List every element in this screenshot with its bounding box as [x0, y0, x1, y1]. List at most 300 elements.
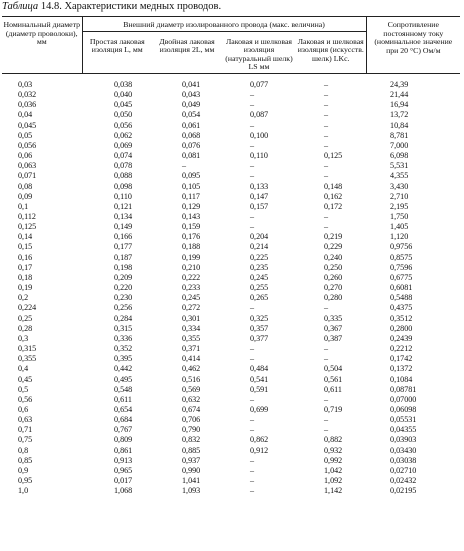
cell-lacquer-artificial-silk: 0,229 — [324, 242, 343, 252]
cell-resistance: 21,44 — [390, 90, 409, 100]
cell-single-lacquer: 0,336 — [114, 333, 133, 343]
cell-resistance: 0,2212 — [390, 344, 413, 354]
cell-lacquer-artificial-silk: – — [324, 110, 329, 120]
cell-single-lacquer: 0,352 — [114, 344, 133, 354]
cell-resistance: 1,750 — [390, 212, 409, 221]
cell-resistance: 0,1742 — [390, 354, 413, 364]
cell-single-lacquer: 0,121 — [114, 201, 133, 211]
cell-lacquer-artificial-silk: 0,611 — [324, 384, 342, 394]
table-row — [2, 456, 460, 466]
cell-single-lacquer: 0,187 — [114, 252, 133, 262]
cell-resistance: 0,02195 — [390, 486, 417, 496]
cell-lacquer-natural-silk: 0,255 — [250, 283, 269, 293]
cell-single-lacquer: 0,056 — [114, 120, 133, 130]
table-row — [2, 202, 460, 212]
cell-double-lacquer: 0,076 — [182, 140, 201, 150]
cell-double-lacquer: 0,105 — [182, 181, 201, 191]
cell-nominal-diameter: 0,75 — [18, 435, 33, 445]
cell-single-lacquer: 1,068 — [114, 486, 133, 496]
cell-double-lacquer: 0,706 — [182, 415, 201, 425]
cell-resistance: 3,430 — [390, 181, 409, 191]
cell-lacquer-natural-silk: 0,265 — [250, 293, 269, 303]
cell-lacquer-artificial-silk: 0,219 — [324, 232, 343, 242]
cell-resistance: 0,03903 — [390, 435, 417, 445]
cell-nominal-diameter: 0,19 — [18, 283, 33, 293]
table-row — [2, 314, 460, 324]
cell-double-lacquer: 0,222 — [182, 272, 201, 282]
cell-resistance: 2,195 — [390, 201, 409, 211]
table-row — [2, 121, 460, 131]
cell-nominal-diameter: 0,16 — [18, 252, 33, 262]
cell-double-lacquer: 0,371 — [182, 344, 201, 354]
cell-resistance: 0,2439 — [390, 333, 413, 343]
cell-nominal-diameter: 0,2 — [18, 293, 29, 303]
cell-single-lacquer: 0,495 — [114, 374, 133, 384]
header-outer-diameter-group: Внешний диаметр изолированного провода (макс. величина) — [82, 17, 366, 32]
cell-lacquer-natural-silk: 0,912 — [250, 445, 269, 455]
cell-lacquer-artificial-silk: – — [324, 354, 329, 364]
cell-double-lacquer: 0,790 — [182, 425, 201, 435]
cell-resistance: 24,39 — [390, 79, 409, 89]
cell-resistance: 0,02710 — [390, 465, 417, 475]
table-row — [2, 375, 460, 385]
cell-single-lacquer: 0,395 — [114, 354, 133, 364]
cell-lacquer-artificial-silk: – — [324, 79, 329, 89]
cell-lacquer-artificial-silk: – — [324, 394, 329, 404]
cell-nominal-diameter: 0,355 — [18, 354, 37, 364]
table-row — [2, 385, 460, 395]
cell-double-lacquer: 0,068 — [182, 130, 201, 140]
cell-single-lacquer: 0,965 — [114, 465, 133, 475]
table-row — [2, 293, 460, 303]
cell-nominal-diameter: 0,45 — [18, 374, 33, 384]
cell-nominal-diameter: 0,3 — [18, 333, 29, 343]
cell-lacquer-natural-silk: 0,110 — [250, 151, 268, 161]
cell-single-lacquer: 0,038 — [114, 79, 133, 89]
cell-nominal-diameter: 1,0 — [18, 486, 29, 496]
cell-single-lacquer: 0,220 — [114, 283, 133, 293]
cell-lacquer-artificial-silk: 0,260 — [324, 272, 343, 282]
cell-resistance: 6,098 — [390, 151, 409, 161]
cell-single-lacquer: 0,149 — [114, 222, 133, 232]
table-row — [2, 415, 460, 425]
cell-nominal-diameter: 0,036 — [18, 100, 37, 110]
cell-nominal-diameter: 0,71 — [18, 425, 33, 435]
cell-lacquer-artificial-silk: 0,280 — [324, 293, 343, 303]
cell-nominal-diameter: 0,063 — [18, 161, 37, 171]
cell-lacquer-natural-silk: – — [250, 100, 255, 110]
cell-lacquer-natural-silk: 0,204 — [250, 232, 269, 242]
cell-resistance: 0,4375 — [390, 303, 413, 313]
cell-lacquer-natural-silk: 0,235 — [250, 262, 269, 272]
cell-lacquer-artificial-silk: 0,882 — [324, 435, 343, 445]
cell-lacquer-natural-silk: 0,100 — [250, 130, 269, 140]
cell-double-lacquer: 0,188 — [182, 242, 201, 252]
cell-resistance: 0,04355 — [390, 425, 417, 435]
table-row — [2, 73, 460, 90]
cell-nominal-diameter: 0,14 — [18, 232, 33, 242]
cell-lacquer-artificial-silk: – — [324, 212, 329, 221]
table-body — [2, 73, 460, 496]
cell-lacquer-natural-silk: 0,699 — [250, 404, 269, 414]
cell-lacquer-natural-silk: – — [250, 476, 255, 486]
cell-lacquer-artificial-silk: – — [324, 100, 329, 110]
cell-double-lacquer: 0,081 — [182, 151, 201, 161]
cell-lacquer-natural-silk: – — [250, 394, 255, 404]
table-caption — [2, 0, 221, 14]
cell-lacquer-natural-silk: – — [250, 465, 255, 475]
table-row — [2, 435, 460, 445]
cell-resistance: 7,000 — [390, 140, 409, 150]
cell-double-lacquer: 0,301 — [182, 313, 201, 323]
cell-lacquer-artificial-silk: – — [324, 303, 329, 313]
cell-lacquer-artificial-silk: – — [324, 425, 329, 435]
cell-lacquer-natural-silk: – — [250, 171, 255, 181]
cell-lacquer-artificial-silk: 0,367 — [324, 323, 343, 333]
cell-resistance: 2,710 — [390, 191, 409, 201]
cell-single-lacquer: 0,098 — [114, 181, 133, 191]
table-row — [2, 263, 460, 273]
cell-resistance: 0,07000 — [390, 394, 417, 404]
cell-resistance: 0,1372 — [390, 364, 413, 374]
cell-nominal-diameter: 0,1 — [18, 201, 29, 211]
cell-nominal-diameter: 0,045 — [18, 120, 37, 130]
cell-nominal-diameter: 0,08 — [18, 181, 33, 191]
cell-nominal-diameter: 0,315 — [18, 344, 37, 354]
table-row — [2, 273, 460, 283]
cell-nominal-diameter: 0,071 — [18, 171, 37, 181]
cell-double-lacquer: 0,414 — [182, 354, 201, 364]
cell-double-lacquer: 0,159 — [182, 222, 201, 232]
cell-nominal-diameter: 0,17 — [18, 262, 33, 272]
header-lacquer-natural-silk: Лаковая и шелковая изоляция (натуральный шелк) LS мм — [222, 31, 296, 73]
cell-single-lacquer: 0,134 — [114, 212, 133, 221]
table-row — [2, 212, 460, 222]
table-row — [2, 344, 460, 354]
cell-double-lacquer: 0,569 — [182, 384, 201, 394]
cell-resistance: 0,3512 — [390, 313, 413, 323]
cell-resistance: 0,1084 — [390, 374, 413, 384]
cell-resistance: 0,08781 — [390, 384, 417, 394]
cell-lacquer-natural-silk: – — [250, 303, 255, 313]
cell-lacquer-natural-silk: – — [250, 354, 255, 364]
table-row — [2, 182, 460, 192]
cell-nominal-diameter: 0,63 — [18, 415, 33, 425]
cell-lacquer-natural-silk: 0,087 — [250, 110, 269, 120]
cell-lacquer-natural-silk: 0,214 — [250, 242, 269, 252]
cell-double-lacquer: 0,176 — [182, 232, 201, 242]
cell-lacquer-natural-silk: – — [250, 455, 255, 465]
cell-lacquer-artificial-silk: – — [324, 415, 329, 425]
cell-single-lacquer: 0,110 — [114, 191, 132, 201]
cell-double-lacquer: 0,117 — [182, 191, 200, 201]
cell-nominal-diameter: 0,056 — [18, 140, 37, 150]
cell-lacquer-artificial-silk: – — [324, 222, 329, 232]
cell-lacquer-natural-silk: – — [250, 425, 255, 435]
cell-single-lacquer: 0,611 — [114, 394, 132, 404]
cell-lacquer-natural-silk: – — [250, 486, 255, 496]
cell-lacquer-natural-silk: 0,862 — [250, 435, 269, 445]
table-row — [2, 90, 460, 100]
table-row — [2, 151, 460, 161]
cell-double-lacquer: 0,937 — [182, 455, 201, 465]
cell-double-lacquer: 0,632 — [182, 394, 201, 404]
table-row — [2, 303, 460, 313]
cell-nominal-diameter: 0,112 — [18, 212, 36, 221]
cell-single-lacquer: 0,284 — [114, 313, 133, 323]
cell-nominal-diameter: 0,09 — [18, 191, 33, 201]
cell-lacquer-artificial-silk: – — [324, 171, 329, 181]
cell-single-lacquer: 0,767 — [114, 425, 133, 435]
header-double-lacquer: Двойная лаковая изоляция 2L, мм — [152, 31, 222, 73]
cell-lacquer-natural-silk: 0,325 — [250, 313, 269, 323]
header-nominal-diameter: Номинальный диаметр (диаметр проволоки), мм — [2, 17, 82, 74]
cell-nominal-diameter: 0,04 — [18, 110, 33, 120]
cell-lacquer-natural-silk: – — [250, 140, 255, 150]
cell-single-lacquer: 0,315 — [114, 323, 133, 333]
cell-nominal-diameter: 0,125 — [18, 222, 37, 232]
cell-lacquer-natural-silk: 0,157 — [250, 201, 269, 211]
cell-lacquer-natural-silk: – — [250, 90, 255, 100]
table-row — [2, 242, 460, 252]
table-row — [2, 192, 460, 202]
cell-double-lacquer: 1,041 — [182, 476, 201, 486]
cell-lacquer-natural-silk: – — [250, 212, 255, 221]
cell-double-lacquer: 1,093 — [182, 486, 201, 496]
cell-lacquer-artificial-silk: – — [324, 161, 329, 171]
caption-title: Характеристики медных проводов. — [64, 1, 222, 12]
cell-nominal-diameter: 0,4 — [18, 364, 29, 374]
cell-resistance: 0,5488 — [390, 293, 413, 303]
cell-resistance: 1,120 — [390, 232, 409, 242]
cell-lacquer-artificial-silk: 0,172 — [324, 201, 343, 211]
cell-lacquer-natural-silk: 0,133 — [250, 181, 269, 191]
cell-nominal-diameter: 0,25 — [18, 313, 33, 323]
cell-nominal-diameter: 0,18 — [18, 272, 33, 282]
table-row — [2, 446, 460, 456]
cell-lacquer-artificial-silk: 1,042 — [324, 465, 343, 475]
header-lacquer-artificial-silk: Лаковая и шелковая изоляция (искусств. шелк) LKc. — [296, 31, 366, 73]
table-row — [2, 100, 460, 110]
cell-resistance: 0,03038 — [390, 455, 417, 465]
cell-resistance: 0,6775 — [390, 272, 413, 282]
cell-single-lacquer: 0,088 — [114, 171, 133, 181]
cell-double-lacquer: 0,990 — [182, 465, 201, 475]
cell-double-lacquer: 0,516 — [182, 374, 201, 384]
cell-lacquer-natural-silk: 0,245 — [250, 272, 269, 282]
cell-double-lacquer: 0,674 — [182, 404, 201, 414]
table-row — [2, 171, 460, 181]
table-row — [2, 110, 460, 120]
cell-resistance: 0,8575 — [390, 252, 413, 262]
table-row — [2, 425, 460, 435]
table-row — [2, 161, 460, 171]
cell-double-lacquer: – — [182, 161, 187, 171]
cell-nominal-diameter: 0,15 — [18, 242, 33, 252]
cell-lacquer-artificial-silk: 0,932 — [324, 445, 343, 455]
cell-double-lacquer: 0,129 — [182, 201, 201, 211]
cell-single-lacquer: 0,861 — [114, 445, 133, 455]
cell-double-lacquer: 0,041 — [182, 79, 201, 89]
caption-number: 14.8. — [40, 1, 62, 12]
cell-resistance: 0,7596 — [390, 262, 413, 272]
table-row — [2, 232, 460, 242]
table-row — [2, 334, 460, 344]
cell-single-lacquer: 0,198 — [114, 262, 133, 272]
cell-nominal-diameter: 0,28 — [18, 323, 33, 333]
cell-double-lacquer: 0,832 — [182, 435, 201, 445]
table-row — [2, 324, 460, 334]
cell-nominal-diameter: 0,9 — [18, 465, 29, 475]
table-row — [2, 253, 460, 263]
cell-lacquer-natural-silk: 0,591 — [250, 384, 269, 394]
cell-resistance: 0,6081 — [390, 283, 413, 293]
table-row — [2, 283, 460, 293]
cell-double-lacquer: 0,334 — [182, 323, 201, 333]
cell-lacquer-artificial-silk: – — [324, 140, 329, 150]
cell-resistance: 0,2800 — [390, 323, 413, 333]
cell-lacquer-artificial-silk: 0,270 — [324, 283, 343, 293]
cell-single-lacquer: 0,074 — [114, 151, 133, 161]
cell-lacquer-natural-silk: – — [250, 161, 255, 171]
cell-lacquer-natural-silk: 0,077 — [250, 79, 269, 89]
cell-lacquer-natural-silk: 0,225 — [250, 252, 269, 262]
cell-double-lacquer: 0,054 — [182, 110, 201, 120]
cell-resistance: 1,405 — [390, 222, 409, 232]
cell-lacquer-natural-silk: – — [250, 120, 255, 130]
cell-nominal-diameter: 0,6 — [18, 404, 29, 414]
cell-lacquer-artificial-silk: – — [324, 344, 329, 354]
cell-resistance: 0,05531 — [390, 415, 417, 425]
table-row — [2, 395, 460, 405]
cell-double-lacquer: 0,462 — [182, 364, 201, 374]
cell-nominal-diameter: 0,06 — [18, 151, 33, 161]
table-row — [2, 131, 460, 141]
cell-resistance: 10,84 — [390, 120, 409, 130]
table-row — [2, 141, 460, 151]
cell-double-lacquer: 0,061 — [182, 120, 201, 130]
cell-resistance: 0,06098 — [390, 404, 417, 414]
cell-resistance: 0,03430 — [390, 445, 417, 455]
table-row — [2, 486, 460, 496]
cell-lacquer-artificial-silk: 0,561 — [324, 374, 343, 384]
cell-lacquer-artificial-silk: 0,162 — [324, 191, 343, 201]
cell-single-lacquer: 0,654 — [114, 404, 133, 414]
cell-single-lacquer: 0,442 — [114, 364, 133, 374]
cell-lacquer-natural-silk: 0,147 — [250, 191, 269, 201]
cell-nominal-diameter: 0,5 — [18, 384, 29, 394]
cell-single-lacquer: 0,050 — [114, 110, 133, 120]
cell-resistance: 0,9756 — [390, 242, 413, 252]
cell-single-lacquer: 0,809 — [114, 435, 133, 445]
cell-lacquer-natural-silk: – — [250, 344, 255, 354]
cell-lacquer-artificial-silk: – — [324, 90, 329, 100]
cell-lacquer-artificial-silk: – — [324, 120, 329, 130]
cell-nominal-diameter: 0,8 — [18, 445, 29, 455]
cell-single-lacquer: 0,045 — [114, 100, 133, 110]
cell-double-lacquer: 0,143 — [182, 212, 201, 221]
cell-lacquer-natural-silk: 0,357 — [250, 323, 269, 333]
cell-double-lacquer: 0,210 — [182, 262, 201, 272]
cell-lacquer-natural-silk: – — [250, 222, 255, 232]
cell-single-lacquer: 0,209 — [114, 272, 133, 282]
cell-double-lacquer: 0,043 — [182, 90, 201, 100]
cell-lacquer-artificial-silk: 0,719 — [324, 404, 343, 414]
cell-lacquer-artificial-silk: 0,125 — [324, 151, 343, 161]
cell-single-lacquer: 0,684 — [114, 415, 133, 425]
cell-double-lacquer: 0,095 — [182, 171, 201, 181]
cell-single-lacquer: 0,913 — [114, 455, 133, 465]
cell-resistance: 16,94 — [390, 100, 409, 110]
cell-single-lacquer: 0,017 — [114, 476, 133, 486]
cell-nominal-diameter: 0,56 — [18, 394, 33, 404]
cell-lacquer-artificial-silk: 0,335 — [324, 313, 343, 323]
cell-double-lacquer: 0,049 — [182, 100, 201, 110]
cell-nominal-diameter: 0,224 — [18, 303, 37, 313]
header-single-lacquer: Простая лаковая изоляция L, мм — [82, 31, 152, 73]
cell-lacquer-artificial-silk: – — [324, 130, 329, 140]
cell-single-lacquer: 0,230 — [114, 293, 133, 303]
cell-lacquer-natural-silk: 0,484 — [250, 364, 269, 374]
cell-single-lacquer: 0,062 — [114, 130, 133, 140]
cell-lacquer-natural-silk: 0,377 — [250, 333, 269, 343]
cell-nominal-diameter: 0,05 — [18, 130, 33, 140]
cell-single-lacquer: 0,256 — [114, 303, 133, 313]
cell-lacquer-artificial-silk: 0,387 — [324, 333, 343, 343]
cell-single-lacquer: 0,177 — [114, 242, 133, 252]
cell-single-lacquer: 0,548 — [114, 384, 133, 394]
cell-resistance: 13,72 — [390, 110, 409, 120]
cell-single-lacquer: 0,069 — [114, 140, 133, 150]
caption-label: Таблица — [2, 1, 39, 12]
cell-nominal-diameter: 0,85 — [18, 455, 33, 465]
cell-double-lacquer: 0,199 — [182, 252, 201, 262]
cell-lacquer-artificial-silk: 0,240 — [324, 252, 343, 262]
cell-double-lacquer: 0,233 — [182, 283, 201, 293]
cell-double-lacquer: 0,885 — [182, 445, 201, 455]
cell-resistance: 4,355 — [390, 171, 409, 181]
cell-single-lacquer: 0,166 — [114, 232, 133, 242]
table-row — [2, 405, 460, 415]
cell-double-lacquer: 0,245 — [182, 293, 201, 303]
cell-nominal-diameter: 0,032 — [18, 90, 37, 100]
cell-lacquer-artificial-silk: 0,992 — [324, 455, 343, 465]
cell-resistance: 0,02432 — [390, 476, 417, 486]
table-row — [2, 222, 460, 232]
table-row — [2, 354, 460, 364]
cell-double-lacquer: 0,272 — [182, 303, 201, 313]
table-row — [2, 466, 460, 476]
table-row — [2, 364, 460, 374]
cell-nominal-diameter: 0,95 — [18, 476, 33, 486]
cell-double-lacquer: 0,355 — [182, 333, 201, 343]
cell-lacquer-artificial-silk: 0,250 — [324, 262, 343, 272]
cell-lacquer-artificial-silk: 0,504 — [324, 364, 343, 374]
cell-single-lacquer: 0,078 — [114, 161, 133, 171]
cell-lacquer-artificial-silk: 1,142 — [324, 486, 343, 496]
cell-single-lacquer: 0,040 — [114, 90, 133, 100]
copper-wire-table — [2, 16, 460, 496]
cell-lacquer-artificial-silk: 0,148 — [324, 181, 343, 191]
cell-lacquer-artificial-silk: 1,092 — [324, 476, 343, 486]
cell-resistance: 5,531 — [390, 161, 409, 171]
cell-lacquer-natural-silk: 0,541 — [250, 374, 269, 384]
cell-nominal-diameter: 0,03 — [18, 79, 33, 89]
header-resistance: Сопротивление постоянному току (номинальное значение при 20 °С) Ом/м — [366, 17, 460, 74]
table-row — [2, 476, 460, 486]
cell-resistance: 8,781 — [390, 130, 409, 140]
cell-lacquer-natural-silk: – — [250, 415, 255, 425]
